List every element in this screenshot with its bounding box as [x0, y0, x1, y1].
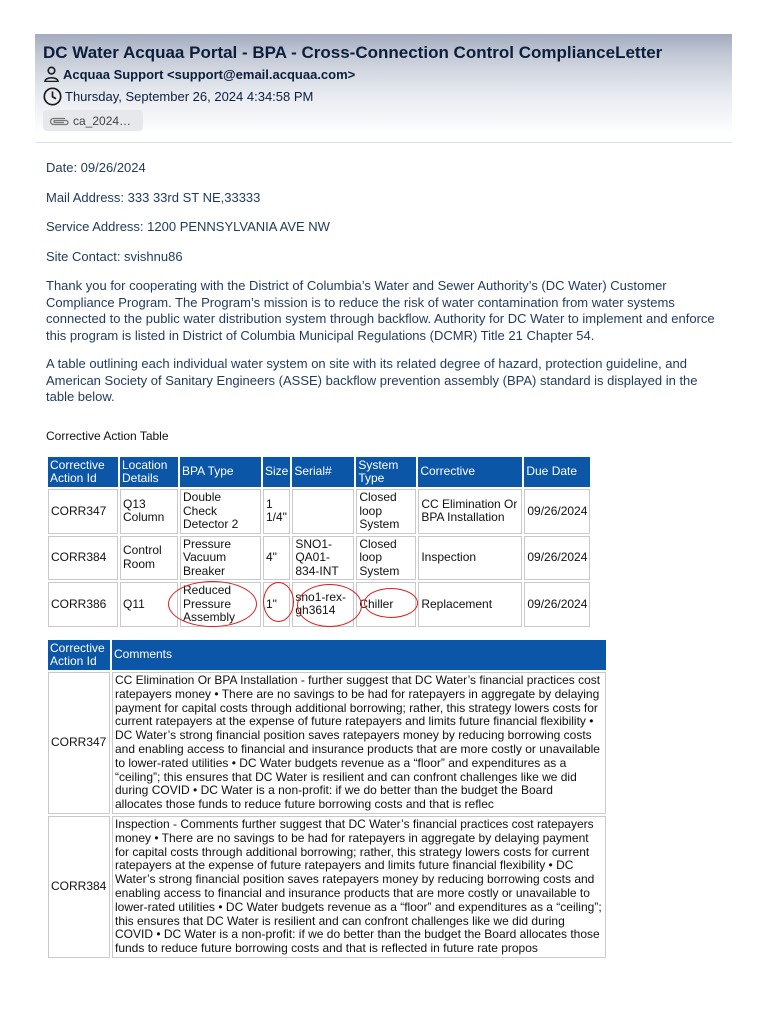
attachment-chip[interactable]	[43, 110, 143, 131]
table-row	[48, 582, 590, 627]
table-row	[48, 672, 606, 814]
paperclip-icon	[48, 115, 70, 127]
email-date-row	[43, 87, 313, 106]
table-intro-paragraph: A table outlining each individual water system on site with its related degree of hazard, protection guideline, and American Society of Sanitary Engineers (ASSE) backflow prevention assembly (BPA) standard is displayed in the table below.	[46, 356, 698, 404]
person-icon	[43, 66, 60, 82]
email-header	[35, 34, 732, 143]
column-header: Corrective Action Id	[48, 457, 118, 487]
table-cell	[292, 489, 354, 534]
table-cell: Q13 Column	[120, 489, 178, 534]
table-cell: CORR347	[48, 489, 118, 534]
table-cell: Chiller	[356, 582, 416, 627]
table-cell: Closed loop System	[356, 489, 416, 534]
column-header: Size	[263, 457, 290, 487]
table-cell: CORR384	[48, 536, 118, 581]
table-cell: CORR347	[48, 672, 110, 814]
column-header: Location Details	[120, 457, 178, 487]
table-cell: 1"	[263, 582, 290, 627]
table-cell: 1 1/4"	[263, 489, 290, 534]
column-header: System Type	[356, 457, 416, 487]
mail-address: Mail Address: 333 33rd ST NE,33333	[46, 189, 261, 205]
table-cell: Pressure Vacuum Breaker	[180, 536, 261, 581]
table-cell: Closed loop System	[356, 536, 416, 581]
comment-cell: Inspection - Comments further suggest that DC Water’s financial practices cost ratepayers money • There are no savings to be had for ratepayers in aggregate by delaying payment for capital costs through additional borrowing; rather, this strategy lowers costs for current ratepayers at the expense of future ratepayers and limits future financial flexibility • DC Water’s strong financial position saves ratepayers money by reducing borrowing costs and enabling access to financial and insurance products that are more costly or unavailable to lower-rated utilities • DC Water budgets revenue as a “floor” and expenditures as a “ceiling”; this ensures that DC Water is resilient and can confront challenges like we did during COVID • DC Water is a non-profit: if we do better than the budget the Board allocates those funds to reduce future borrowing costs and that is reflected in future rate propos	[112, 816, 606, 958]
table-header-row	[48, 457, 590, 487]
column-header: Corrective	[418, 457, 522, 487]
table-cell: CORR384	[48, 816, 110, 958]
comment-cell: CC Elimination Or BPA Installation - further suggest that DC Water’s financial practices cost ratepayers money • There are no savings to be had for ratepayers in aggregate by delaying payment for capital costs through additional borrowing; rather, this strategy lowers costs for current ratepayers at the expense of future ratepayers and limits future financial flexibility • DC Water’s strong financial position saves ratepayers money by reducing borrowing costs and enabling access to financial and insurance products that are more costly or unavailable to lower-rated utilities • DC Water budgets revenue as a “floor” and expenditures as a “ceiling”; this ensures that DC Water is resilient and can confront challenges like we did during COVID • DC Water is a non-profit: if we do better than the budget the Board allocates those funds to reduce future borrowing costs and that is reflec	[112, 672, 606, 814]
table-cell: Inspection	[418, 536, 522, 581]
corrective-action-table	[46, 455, 592, 629]
table-cell: Control Room	[120, 536, 178, 581]
table-cell: Replacement	[418, 582, 522, 627]
clock-icon	[43, 87, 62, 106]
comments-table	[46, 638, 608, 960]
table-cell: 09/26/2024	[524, 536, 590, 581]
email-subject: DC Water Acquaa Portal - BPA - Cross-Connection Control ComplianceLetter	[43, 43, 663, 62]
table-row	[48, 536, 590, 581]
table-row	[48, 489, 590, 534]
site-contact: Site Contact: svishnu86	[46, 248, 183, 264]
table-cell: CC Elimination Or BPA Installation	[418, 489, 522, 534]
table-cell: Double Check Detector 2	[180, 489, 261, 534]
table-cell: CORR386	[48, 582, 118, 627]
column-header: Due Date	[524, 457, 590, 487]
table-cell: Q11	[120, 582, 178, 627]
table-cell: Reduced Pressure Assembly	[180, 582, 261, 627]
column-header: BPA Type	[180, 457, 261, 487]
intro-paragraph: Thank you for cooperating with the District of Columbia’s Water and Sewer Authority’s (DC Water) Customer Compliance Program. The Program’s mission is to reduce the risk of water contamination from water systems connected to the public water distribution system through backflow. Authority for DC Water to implement and enforce this program is listed in District of Columbia Municipal Regulations (DCMR) Title 21 Chapter 54.	[46, 278, 715, 343]
email-from-row	[43, 66, 355, 82]
letter-body	[46, 160, 726, 418]
table-cell: SNO1-QA01-834-INT	[292, 536, 354, 581]
table-row	[48, 816, 606, 958]
table-caption: Corrective Action Table	[46, 429, 169, 443]
table-cell: sno1-rex-gh3614	[292, 582, 354, 627]
column-header: Corrective Action Id	[48, 640, 110, 670]
table-cell: 09/26/2024	[524, 582, 590, 627]
comments-header-row	[48, 640, 606, 670]
table-cell: 09/26/2024	[524, 489, 590, 534]
table-cell: 4"	[263, 536, 290, 581]
service-address: Service Address: 1200 PENNSYLVANIA AVE NW	[46, 219, 330, 234]
email-date: Thursday, September 26, 2024 4:34:58 PM	[65, 89, 314, 104]
letter-date: Date: 09/26/2024	[46, 160, 146, 175]
email-from[interactable]: Acquaa Support <support@email.acquaa.com>	[63, 66, 356, 82]
column-header: Serial#	[292, 457, 354, 487]
attachment-name: ca_2024…	[73, 113, 132, 128]
column-header: Comments	[112, 640, 606, 670]
